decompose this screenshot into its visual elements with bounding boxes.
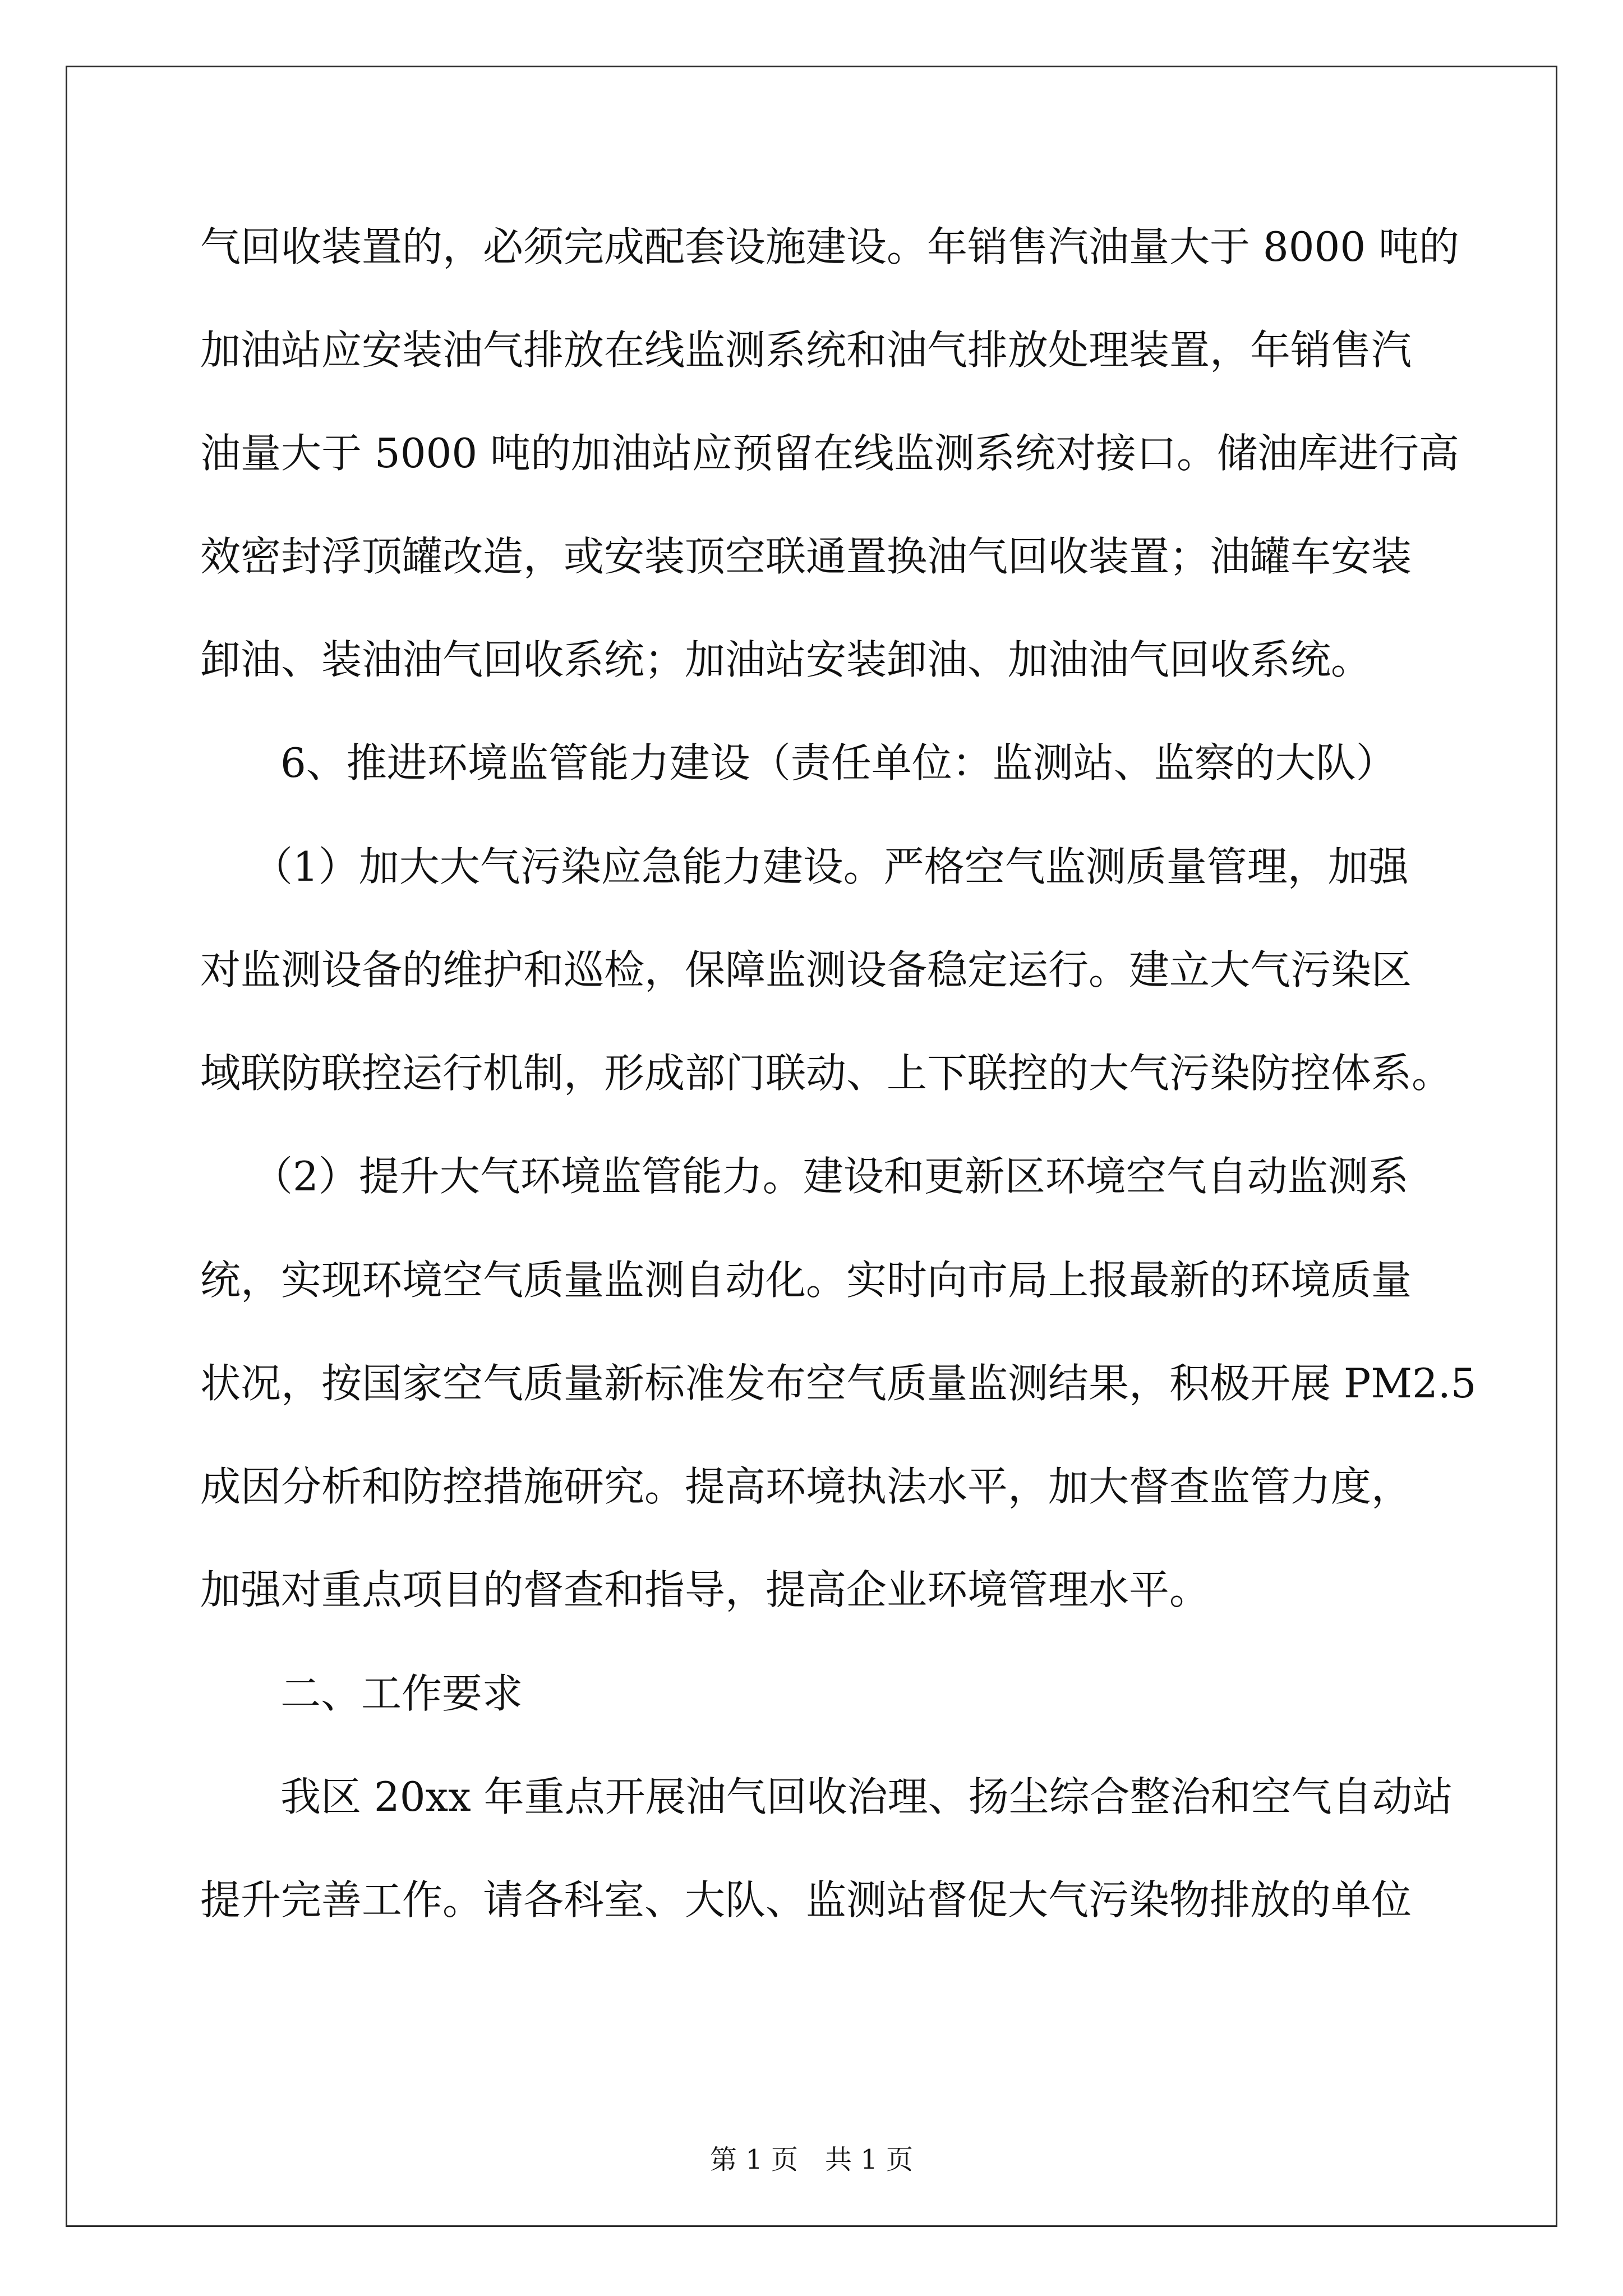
body-line: （1）加大大气污染应急能力建设。严格空气监测质量管理，加强	[252, 843, 1409, 890]
body-line: 成因分析和防控措施研究。提高环境执法水平，加大督查监管力度，	[200, 1463, 1412, 1510]
body-line: 对监测设备的维护和巡检，保障监测设备稳定运行。建立大气污染区	[200, 946, 1412, 993]
body-line: 气回收装置的，必须完成配套设施建设。年销售汽油量大于 8000 吨的	[200, 223, 1460, 270]
page-footer: 第 1 页 共 1 页	[709, 2144, 914, 2175]
body-line: 油量大于 5000 吨的加油站应预留在线监测系统对接口。储油库进行高	[200, 430, 1460, 477]
body-line: 统，实现环境空气质量监测自动化。实时向市局上报最新的环境质量	[200, 1257, 1412, 1304]
body-line: 域联防联控运行机制，形成部门联动、上下联控的大气污染防控体系。	[200, 1050, 1453, 1097]
body-line: （2）提升大气环境监管能力。建设和更新区环境空气自动监测系	[252, 1153, 1409, 1200]
body-line: 卸油、装油油气回收系统；加油站安装卸油、加油油气回收系统。	[200, 636, 1372, 683]
body-line: 加强对重点项目的督查和指导，提高企业环境管理水平。	[200, 1566, 1210, 1613]
section-heading: 二、工作要求	[280, 1670, 523, 1717]
body-line: 我区 20xx 年重点开展油气回收治理、扬尘综合整治和空气自动站	[280, 1773, 1453, 1820]
body-line: 提升完善工作。请各科室、大队、监测站督促大气污染物排放的单位	[200, 1876, 1412, 1924]
body-line: 效密封浮顶罐改造，或安装顶空联通置换油气回收装置；油罐车安装	[200, 533, 1412, 580]
body-line: 加油站应安装油气排放在线监测系统和油气排放处理装置，年销售汽	[200, 326, 1412, 374]
section-heading: 6、推进环境监管能力建设（责任单位：监测站、监察的大队）	[280, 739, 1396, 786]
body-line: 状况，按国家空气质量新标准发布空气质量监测结果，积极开展 PM2.5	[200, 1360, 1477, 1407]
